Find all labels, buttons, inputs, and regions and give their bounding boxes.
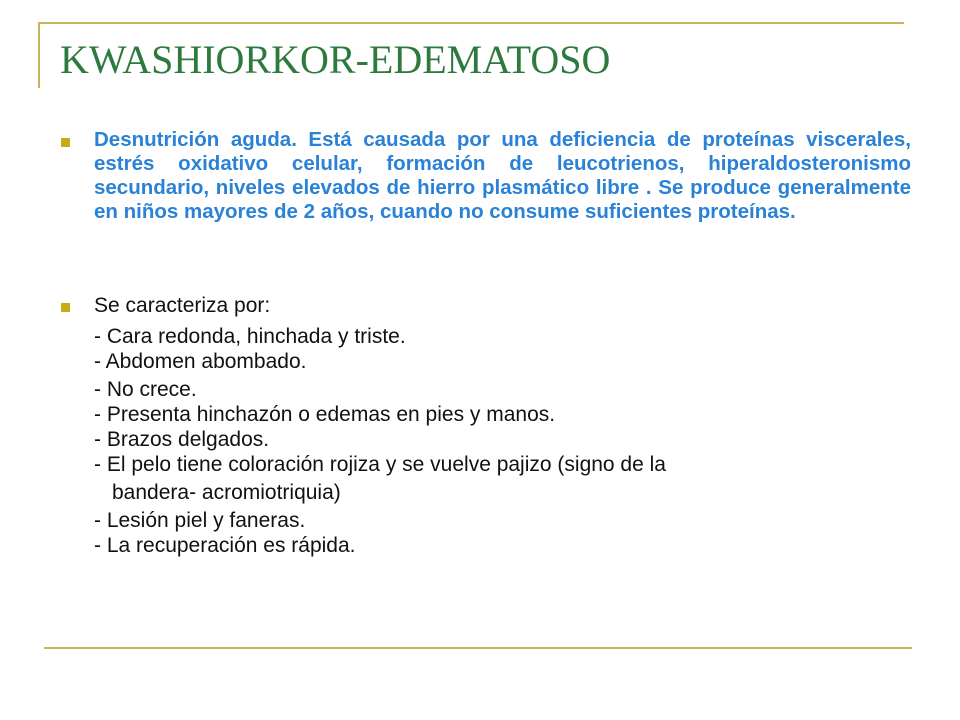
feature-line: - Abdomen abombado. bbox=[94, 350, 307, 373]
feature-line: - Cara redonda, hinchada y triste. bbox=[94, 325, 406, 348]
characteristics-intro: Se caracteriza por: bbox=[94, 294, 271, 317]
bullet-square-icon bbox=[61, 138, 70, 147]
feature-line: - No crece. bbox=[94, 378, 197, 401]
left-rule bbox=[38, 22, 40, 88]
top-rule bbox=[38, 22, 904, 24]
definition-paragraph: Desnutrición aguda. Está causada por una deficiencia de proteínas viscerales, estrés oxidativo celular, formación de leucotrienos, hiperaldosteronismo secundario, niveles elevados de hierro plasmático libre . Se produce generalmente en niños mayores de 2 años, cuando no consume suficientes proteínas. bbox=[94, 128, 911, 223]
feature-line: - El pelo tiene coloración rojiza y se vuelve pajizo (signo de la bbox=[94, 453, 666, 476]
feature-line: - Presenta hinchazón o edemas en pies y manos. bbox=[94, 403, 556, 426]
characteristics-block bbox=[94, 293, 911, 558]
feature-line: bandera- acromiotriquia) bbox=[112, 481, 341, 504]
feature-line: - Lesión piel y faneras. bbox=[94, 509, 306, 532]
bottom-rule bbox=[44, 647, 912, 649]
slide-title: KWASHIORKOR-EDEMATOSO bbox=[60, 37, 611, 82]
bullet-square-icon bbox=[61, 303, 70, 312]
feature-line: - Brazos delgados. bbox=[94, 428, 270, 451]
feature-line: - La recuperación es rápida. bbox=[94, 534, 356, 557]
